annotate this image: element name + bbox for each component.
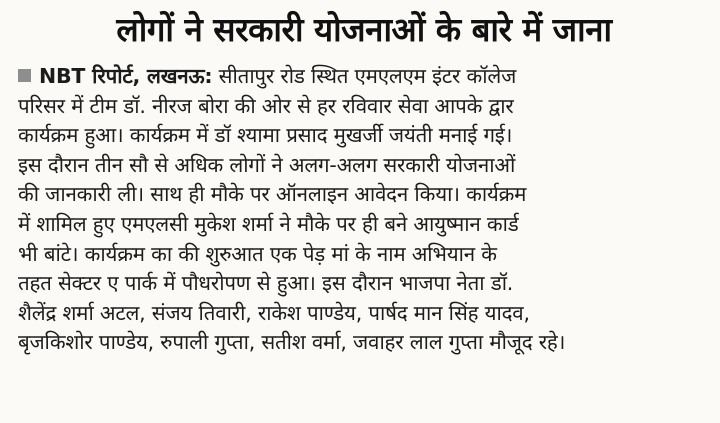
- article-line-1-text: सीतापुर रोड स्थित एमएलएम इंटर कॉलेज: [212, 64, 517, 88]
- article-line-5: की जानकारी ली। साथ ही मौके पर ऑनलाइन आवेदन किया। कार्यक्रम: [18, 182, 527, 207]
- article-line-1: [18, 62, 710, 92]
- article-line-7: भी बांटे। कार्यक्रम का की शुरुआत एक पेड़ मां के नाम अभियान के: [18, 241, 497, 266]
- article-line-10: बृजकिशोर पाण्डेय, रुपाली गुप्ता, सतीश वर्मा, जवाहर लाल गुप्ता मौजूद रहे।: [18, 330, 566, 355]
- source-tag: NBT रिपोर्ट, लखनऊ:: [39, 64, 213, 88]
- article-line-9: शैलेंद्र शर्मा अटल, संजय तिवारी, राकेश पाण्डेय, पार्षद मान सिंह यादव,: [18, 300, 530, 325]
- square-bullet-icon: [18, 69, 31, 82]
- article-line-3: कार्यक्रम हुआ। कार्यक्रम में डॉ श्यामा प्रसाद मुखर्जी जयंती मनाई गई।: [18, 123, 513, 148]
- headline: लोगों ने सरकारी योजनाओं के बारे में जाना: [116, 10, 612, 49]
- article-line-4: इस दौरान तीन सौ से अधिक लोगों ने अलग-अलग सरकारी योजनाओं: [18, 152, 516, 177]
- article-line-2: परिसर में टीम डॉ. नीरज बोरा की ओर से हर रविवार सेवा आपके द्वार: [18, 93, 514, 118]
- article-line-6: में शामिल हुए एमएलसी मुकेश शर्मा ने मौके पर ही बने आयुष्मान कार्ड: [18, 211, 519, 236]
- article-line-8: तहत सेक्टर ए पार्क में पौधरोपण से हुआ। इस दौरान भाजपा नेता डॉ.: [18, 271, 514, 296]
- article-body: [18, 62, 710, 358]
